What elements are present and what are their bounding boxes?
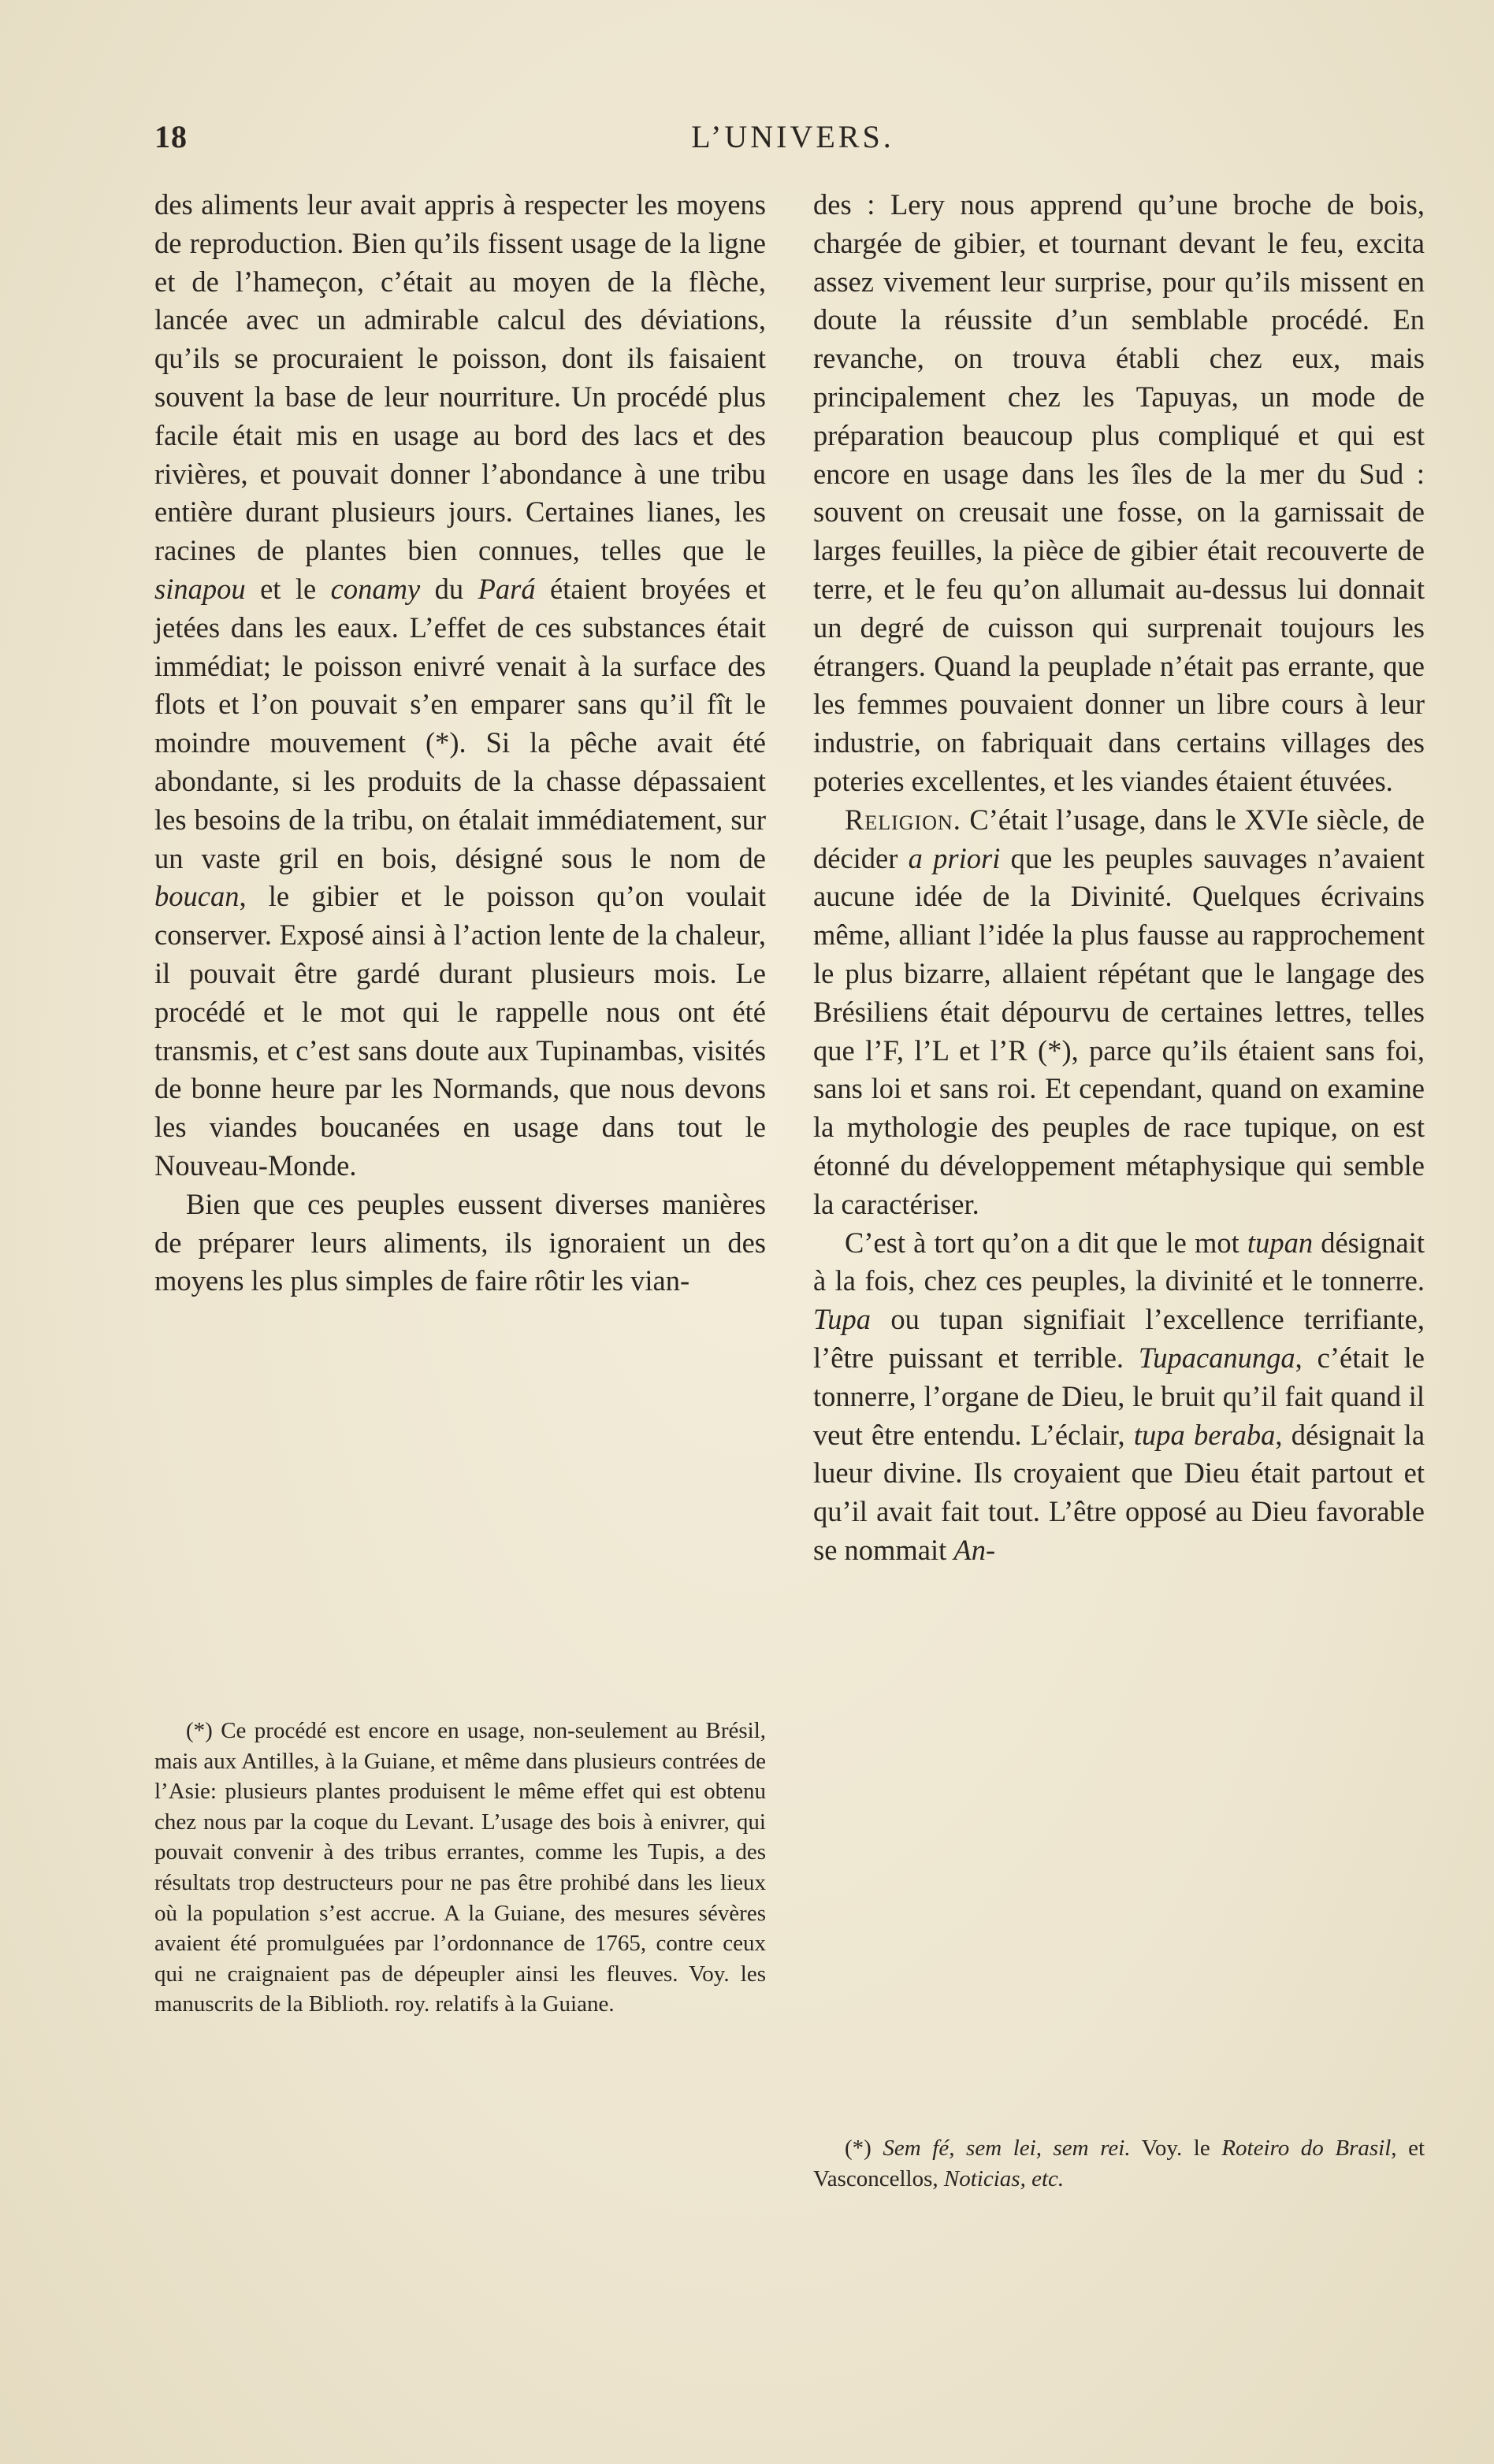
right-footnote: (*) Sem fé, sem lei, sem rei. Voy. le Roteiro do Brasil, et Vasconcellos, Noticias, etc. bbox=[813, 2136, 1425, 2191]
left-paragraph-2: Bien que ces peuples eussent diverses manières de préparer leurs aliments, ils ignoraient un des moyens les plus simples de faire rôtir les vian- bbox=[154, 1187, 766, 1297]
left-column bbox=[154, 186, 766, 1301]
running-title: L’UNIVERS. bbox=[691, 119, 894, 154]
right-paragraph-3: C’est à tort qu’on a dit que le mot tupan désignait à la fois, chez ces peuples, la divinité et le tonnerre. Tupa ou tupan signifiait l’excellence terrifiante, l’être puissant et terrible. Tupacanunga, c’était le tonnerre, l’organe de Dieu, le bruit qu’il fait quand il veut être entendu. L’éclair, tupa beraba, désignait la lueur divine. Ils croyaient que Dieu était partout et qu’il avait fait tout. L’être opposé au Dieu favorable se nommait An- bbox=[813, 1226, 1425, 1566]
right-paragraph-religion: Religion. C’était l’usage, dans le XVIe siècle, de décider a priori que les peuples sauvages n’avaient aucune idée de la Divinité. Quelques écrivains même, alliant l’idée la plus fausse au rapprochement le plus bizarre, allaient répétant que le langage des Brésiliens était dépourvu de certaines lettres, telles que l’F, l’L et l’R (*), parce qu’ils étaient sans foi, sans loi et sans roi. Et cependant, quand on examine la mythologie des peuples de race tupique, on est étonné du développement métaphysique qui semble la caractériser. bbox=[813, 803, 1425, 1220]
section-heading-religion: Religion. bbox=[845, 803, 961, 836]
page-number: 18 bbox=[154, 119, 188, 154]
right-column bbox=[813, 186, 1425, 1570]
left-paragraph-1: des aliments leur avait appris à respecter les moyens de reproduction. Bien qu’ils fissent usage de la ligne et de l’hameçon, c’était au moyen de la flèche, lancée avec un admirable calcul des déviations, qu’ils se procuraient le poisson, dont ils faisaient souvent la base de leur nourriture. Un procédé plus facile était mis en usage au bord des lacs et des rivières, et pouvait donner l’abondance à une tribu entière durant plusieurs jours. Certaines lianes, les racines de plantes bien connues, telles que le sinapou et le conamy du Pará étaient broyées et jetées dans les eaux. L’effet de ces substances était immédiat; le poisson enivré venait à la surface des flots et l’on pouvait s’en emparer sans qu’il fît le moindre mouvement (*). Si la pêche avait été abondante, si les produits de la chasse dépassaient les besoins de la tribu, on étalait immédiatement, sur un vaste gril en bois, désigné sous le nom de boucan, le gibier et le poisson qu’on voulait conserver. Exposé ainsi à l’action lente de la chaleur, il pouvait être gardé durant plusieurs mois. Le procédé et le mot qui le rappelle nous ont été transmis, et c’est sans doute aux Tupinambas, visités de bonne heure par les Normands, que nous devons les viandes boucanées en usage dans tout le Nouveau-Monde. bbox=[154, 188, 767, 1182]
left-footnote: (*) Ce procédé est encore en usage, non-seulement au Brésil, mais aux Antilles, à la Guiane, et même dans plusieurs contrées de l’Asie: plusieurs plantes produisent le même effet qui est obtenu chez nous par la coque du Levant. L’usage des bois à enivrer, qui pouvait convenir à des tribus errantes, comme les Tupis, a des résultats trop destructeurs pour ne pas être prohibé dans les lieux où la population s’est accrue. A la Guiane, des mesures sévères avaient été promulguées par l’ordonnance de 1765, contre ceux qui ne craignaient pas de dépeupler ainsi les fleuves. Voy. les manuscrits de la Biblioth. roy. relatifs à la Guiane. bbox=[154, 1718, 766, 2017]
page-header bbox=[154, 118, 1431, 165]
right-paragraph-1: des : Lery nous apprend qu’une broche de bois, chargée de gibier, et tournant devant le feu, excita assez vivement leur surprise, pour qu’ils missent en doute la réussite d’un semblable procédé. En revanche, on trouva établi chez eux, mais principalement chez les Tapuyas, un mode de préparation beaucoup plus compliqué et qui est encore en usage dans les îles de la mer du Sud : souvent on creusait une fosse, on la garnissait de larges feuilles, la pièce de gibier était recouverte de terre, et le feu qu’on allumait au-dessus lui donnait un degré de cuisson qui surprenait toujours les étrangers. Quand la peuplade n’était pas errante, que les femmes pouvaient donner un libre cours à leur industrie, on fabriquait dans certains villages des poteries excellentes, et les viandes étaient étuvées. bbox=[813, 188, 1425, 797]
